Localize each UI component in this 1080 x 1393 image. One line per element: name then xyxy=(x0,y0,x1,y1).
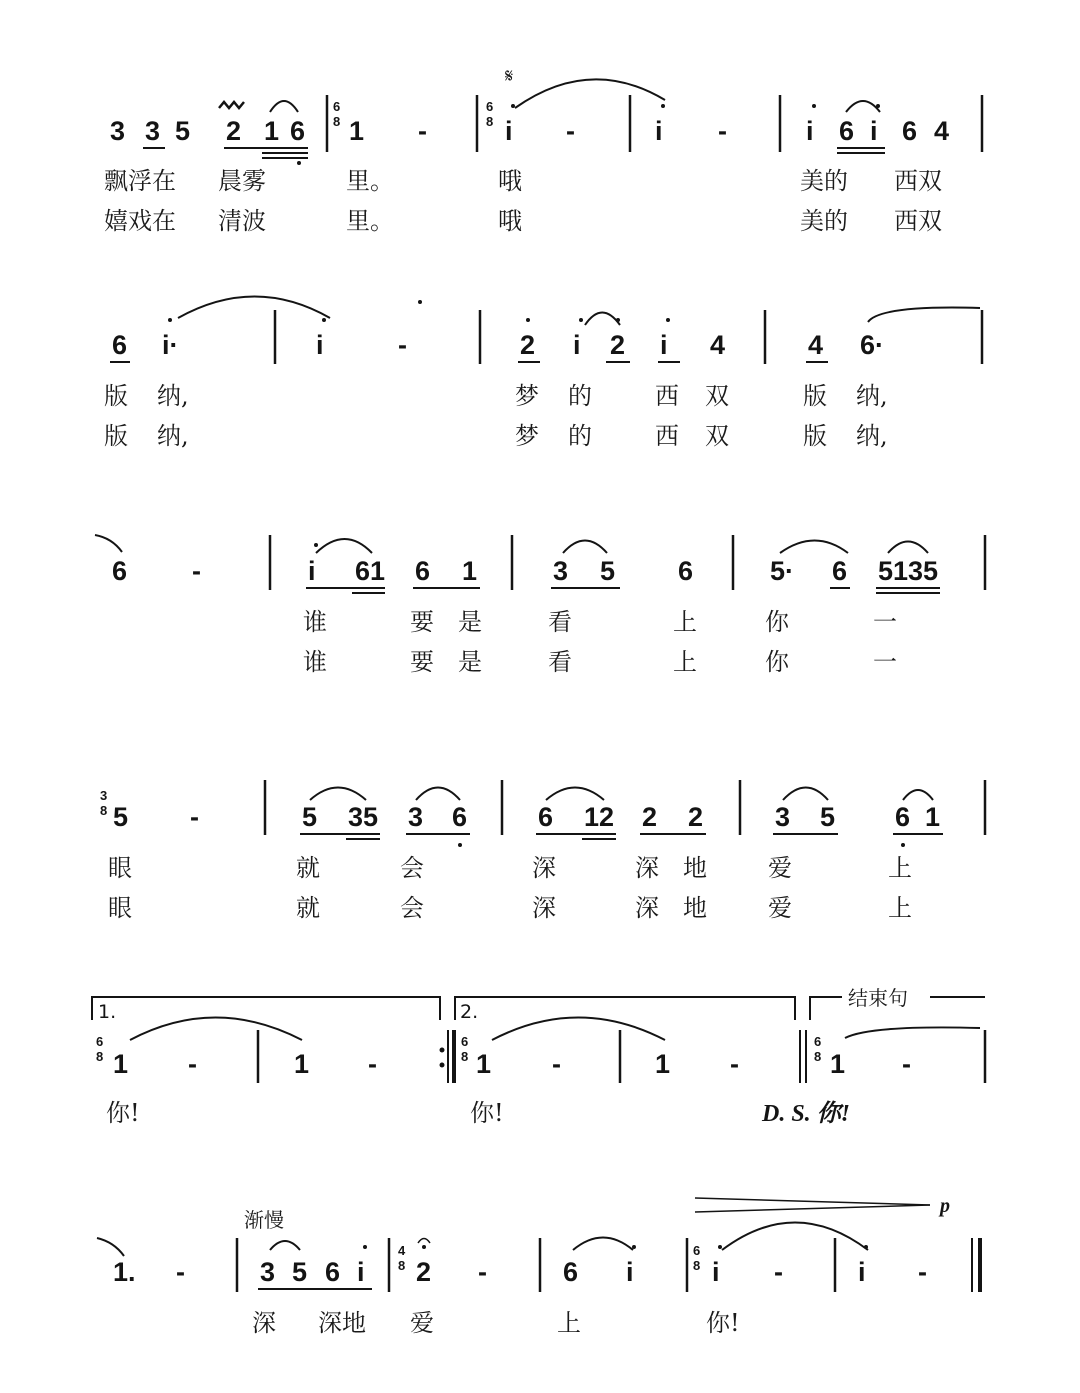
lyrics xyxy=(252,1309,740,1337)
svg-text:双: 双 xyxy=(705,422,729,450)
note: 3 xyxy=(260,1257,276,1287)
octave-dot xyxy=(297,161,301,165)
mordent-icon xyxy=(219,102,244,108)
note: - xyxy=(418,116,427,146)
slur xyxy=(783,788,828,801)
svg-text:美的: 美的 xyxy=(800,207,848,235)
svg-text:双: 双 xyxy=(705,382,729,410)
svg-text:里。: 里。 xyxy=(346,207,394,235)
slur xyxy=(563,541,607,554)
svg-text:6: 6 xyxy=(814,1034,822,1049)
svg-text:你!: 你! xyxy=(106,1099,140,1127)
slur xyxy=(515,79,665,108)
tie-start xyxy=(868,308,980,322)
svg-text:地: 地 xyxy=(683,854,707,882)
svg-text:上: 上 xyxy=(888,894,912,922)
svg-text:纳,: 纳, xyxy=(856,422,888,450)
svg-text:谁: 谁 xyxy=(303,608,327,636)
note: 6 xyxy=(112,330,128,360)
slur xyxy=(270,101,298,112)
note: 5 xyxy=(302,802,318,832)
note: i xyxy=(806,116,814,146)
note: i xyxy=(870,116,878,146)
svg-text:眼: 眼 xyxy=(108,854,132,882)
svg-text:版: 版 xyxy=(104,382,128,410)
lyrics-verse-1 xyxy=(303,608,897,636)
note: 3 xyxy=(145,116,161,146)
note: - xyxy=(774,1257,783,1287)
lyrics xyxy=(106,1099,850,1127)
svg-text:眼: 眼 xyxy=(108,894,132,922)
note: 6· xyxy=(860,330,885,360)
octave-dot xyxy=(901,843,905,847)
svg-text:地: 地 xyxy=(683,894,707,922)
time-signature-6-8 xyxy=(333,99,340,129)
svg-text:要: 要 xyxy=(410,608,434,636)
note: 12 xyxy=(584,802,615,832)
octave-dot xyxy=(579,318,583,322)
note: 6 xyxy=(832,556,848,586)
staff-row-6 xyxy=(97,1195,980,1337)
slur xyxy=(888,542,928,554)
octave-dot xyxy=(458,843,462,847)
note: i xyxy=(308,556,316,586)
note: i xyxy=(626,1257,634,1287)
svg-text:深地: 深地 xyxy=(318,1309,366,1337)
svg-text:要: 要 xyxy=(410,648,434,676)
octave-dot xyxy=(314,543,318,547)
lyrics-verse-1 xyxy=(104,167,942,195)
slur xyxy=(316,539,372,553)
svg-text:就: 就 xyxy=(296,894,320,922)
note: - xyxy=(478,1257,487,1287)
svg-text:上: 上 xyxy=(557,1309,581,1337)
svg-text:纳,: 纳, xyxy=(157,422,189,450)
note: 2 xyxy=(642,802,658,832)
note: 1 xyxy=(830,1049,846,1079)
note: i xyxy=(573,330,581,360)
slur xyxy=(416,788,460,801)
note: - xyxy=(176,1257,185,1287)
note: 35 xyxy=(348,802,379,832)
slur xyxy=(178,297,330,319)
svg-text:嬉戏在: 嬉戏在 xyxy=(104,207,176,235)
svg-text:2.: 2. xyxy=(460,1001,479,1023)
svg-text:8: 8 xyxy=(100,803,108,818)
svg-text:爱: 爱 xyxy=(768,854,792,882)
tie-end xyxy=(95,535,122,552)
note: - xyxy=(398,330,407,360)
beams xyxy=(143,148,885,158)
time-signature-6-8 xyxy=(486,99,493,129)
repeat-end-barline xyxy=(440,1030,455,1083)
note: 1 xyxy=(476,1049,492,1079)
note: - xyxy=(918,1257,927,1287)
svg-text:的: 的 xyxy=(568,382,592,410)
note: 5 xyxy=(600,556,616,586)
note: i xyxy=(357,1257,365,1287)
staff-row-1 xyxy=(104,65,982,235)
lyrics-verse-2 xyxy=(108,894,912,922)
note: 6 xyxy=(452,802,468,832)
svg-text:哦: 哦 xyxy=(498,167,522,195)
note: - xyxy=(552,1049,561,1079)
svg-text:梦: 梦 xyxy=(515,382,539,410)
note: i xyxy=(316,330,324,360)
note: 6 xyxy=(112,556,128,586)
note: 1 xyxy=(113,1049,129,1079)
beams xyxy=(306,588,940,593)
slur xyxy=(585,313,620,326)
da-segno-lyric: D. S. 你! xyxy=(762,1101,851,1127)
octave-dot xyxy=(661,104,665,108)
note: 1 xyxy=(655,1049,671,1079)
svg-text:版: 版 xyxy=(803,382,827,410)
note: 5 xyxy=(820,802,836,832)
dynamic-marking: p xyxy=(940,1195,950,1217)
octave-dot xyxy=(666,318,670,322)
tie-end xyxy=(97,1238,124,1256)
svg-text:是: 是 xyxy=(458,648,482,676)
note: 6 xyxy=(563,1257,579,1287)
final-barline xyxy=(972,1238,980,1292)
note: 61 xyxy=(355,556,386,586)
svg-text:会: 会 xyxy=(400,854,424,882)
note: 1 xyxy=(462,556,478,586)
time-signature-6-8 xyxy=(693,1243,700,1273)
svg-text:3: 3 xyxy=(100,788,108,803)
time-signature-3-8 xyxy=(100,788,107,818)
note: 2 xyxy=(610,330,626,360)
time-signature-6-8 xyxy=(461,1034,468,1064)
note: 5 xyxy=(292,1257,308,1287)
note: i xyxy=(712,1257,720,1287)
note: 2 xyxy=(416,1257,432,1287)
slur xyxy=(130,1018,302,1041)
staff-row-2 xyxy=(104,297,982,451)
note: - xyxy=(190,802,199,832)
svg-text:谁: 谁 xyxy=(303,648,327,676)
lyrics-verse-2 xyxy=(303,648,897,676)
slur xyxy=(492,1018,665,1041)
svg-text:4: 4 xyxy=(398,1243,406,1258)
svg-text:8: 8 xyxy=(461,1049,469,1064)
svg-text:看: 看 xyxy=(548,608,572,636)
note: 5 xyxy=(113,802,129,832)
note: i xyxy=(858,1257,866,1287)
svg-text:就: 就 xyxy=(296,854,320,882)
slur xyxy=(310,788,366,801)
svg-text:看: 看 xyxy=(548,648,572,676)
note: 6 xyxy=(678,556,694,586)
note: - xyxy=(718,116,727,146)
note: 6 xyxy=(325,1257,341,1287)
svg-text:哦: 哦 xyxy=(498,207,522,235)
svg-text:版: 版 xyxy=(104,422,128,450)
note: - xyxy=(730,1049,739,1079)
note: - xyxy=(192,556,201,586)
note: 5· xyxy=(770,556,795,586)
note: 6 xyxy=(290,116,306,146)
note: 5135 xyxy=(878,556,939,586)
tempo-marking: 渐慢 xyxy=(244,1208,284,1232)
octave-dot xyxy=(511,104,515,108)
slur xyxy=(573,1238,633,1251)
svg-text:6: 6 xyxy=(486,99,494,114)
octave-dot xyxy=(812,104,816,108)
note: 3 xyxy=(408,802,424,832)
volta-2 xyxy=(455,997,795,1023)
note: 5 xyxy=(175,116,191,146)
svg-text:6: 6 xyxy=(693,1243,701,1258)
beams xyxy=(300,834,943,839)
svg-text:8: 8 xyxy=(486,114,494,129)
note: - xyxy=(566,116,575,146)
svg-text:上: 上 xyxy=(673,648,697,676)
svg-text:深: 深 xyxy=(635,894,659,922)
svg-text:清波: 清波 xyxy=(218,207,266,235)
note: 1 xyxy=(294,1049,310,1079)
svg-text:梦: 梦 xyxy=(515,422,539,450)
slur xyxy=(846,101,880,112)
note: i xyxy=(505,116,513,146)
svg-text:一: 一 xyxy=(873,648,897,676)
note: 1 xyxy=(925,802,941,832)
svg-text:纳,: 纳, xyxy=(157,382,189,410)
svg-text:西双: 西双 xyxy=(894,207,942,235)
svg-text:8: 8 xyxy=(814,1049,822,1064)
note: 3 xyxy=(553,556,569,586)
tie-start xyxy=(845,1027,980,1038)
volta-1 xyxy=(92,997,440,1023)
svg-text:上: 上 xyxy=(673,608,697,636)
svg-text:西: 西 xyxy=(655,422,679,450)
double-barline xyxy=(800,1030,806,1083)
svg-text:里。: 里。 xyxy=(346,167,394,195)
svg-text:西: 西 xyxy=(655,382,679,410)
note: - xyxy=(902,1049,911,1079)
svg-text:8: 8 xyxy=(333,114,341,129)
slur xyxy=(903,790,933,800)
note: i xyxy=(655,116,663,146)
svg-text:6: 6 xyxy=(333,99,341,114)
note: 2 xyxy=(688,802,704,832)
svg-text:深: 深 xyxy=(252,1309,276,1337)
svg-text:会: 会 xyxy=(400,894,424,922)
lyrics-verse-2 xyxy=(104,207,942,235)
svg-text:8: 8 xyxy=(398,1258,406,1273)
octave-dot xyxy=(422,1245,426,1249)
slur xyxy=(722,1223,868,1251)
octave-dot xyxy=(418,300,422,304)
svg-text:上: 上 xyxy=(888,854,912,882)
note: i xyxy=(660,330,668,360)
svg-text:你!: 你! xyxy=(706,1309,740,1337)
staff-row-3 xyxy=(95,535,985,676)
svg-text:1.: 1. xyxy=(98,1001,117,1023)
octave-dot xyxy=(526,318,530,322)
svg-text:深: 深 xyxy=(635,854,659,882)
svg-text:6: 6 xyxy=(96,1034,104,1049)
svg-text:一: 一 xyxy=(873,608,897,636)
note: 2 xyxy=(226,116,242,146)
time-signature-6-8 xyxy=(814,1034,821,1064)
svg-text:晨雾: 晨雾 xyxy=(218,167,266,195)
svg-text:深: 深 xyxy=(532,854,556,882)
note: 1 xyxy=(264,116,280,146)
note: 6 xyxy=(538,802,554,832)
note: - xyxy=(368,1049,377,1079)
ending-bracket xyxy=(810,986,985,1020)
svg-text:美的: 美的 xyxy=(800,167,848,195)
ending-label: 结束句 xyxy=(848,986,908,1010)
note: 6 xyxy=(895,802,911,832)
svg-text:8: 8 xyxy=(693,1258,701,1273)
svg-text:8: 8 xyxy=(96,1049,104,1064)
octave-dot xyxy=(363,1245,367,1249)
slur xyxy=(270,1241,300,1250)
note: 6 xyxy=(839,116,855,146)
note: 4 xyxy=(808,330,824,360)
note: 4 xyxy=(934,116,950,146)
note: 2 xyxy=(520,330,536,360)
note: i· xyxy=(162,330,179,360)
lyrics-verse-1 xyxy=(104,382,888,410)
crescendo-hairpin xyxy=(695,1198,930,1212)
note: 4 xyxy=(710,330,726,360)
slur xyxy=(780,541,848,554)
note: 1 xyxy=(349,116,365,146)
staff-row-5 xyxy=(92,986,985,1127)
svg-text:版: 版 xyxy=(803,422,827,450)
note: 3 xyxy=(775,802,791,832)
lyrics-verse-2 xyxy=(104,422,888,450)
note: 1. xyxy=(113,1257,136,1287)
svg-text:飘浮在: 飘浮在 xyxy=(104,167,176,195)
note: 3 xyxy=(110,116,126,146)
octave-dot xyxy=(322,318,326,322)
note: - xyxy=(188,1049,197,1079)
time-signature-4-8 xyxy=(398,1243,406,1273)
slur xyxy=(546,788,604,801)
note: 6 xyxy=(415,556,431,586)
lyrics-verse-1 xyxy=(108,854,912,882)
svg-text:你!: 你! xyxy=(470,1099,504,1127)
svg-text:西双: 西双 xyxy=(894,167,942,195)
fermata-icon xyxy=(418,1239,430,1244)
svg-text:纳,: 纳, xyxy=(856,382,888,410)
note: 6 xyxy=(902,116,918,146)
time-signature-6-8 xyxy=(96,1034,103,1064)
svg-text:爱: 爱 xyxy=(768,894,792,922)
svg-text:你: 你 xyxy=(765,648,789,676)
svg-text:你: 你 xyxy=(765,608,789,636)
svg-text:的: 的 xyxy=(568,422,592,450)
svg-text:是: 是 xyxy=(458,608,482,636)
segno-icon: 𝄋 xyxy=(505,65,514,87)
svg-text:深: 深 xyxy=(532,894,556,922)
svg-text:6: 6 xyxy=(461,1034,469,1049)
staff-row-4 xyxy=(100,780,985,922)
svg-text:爱: 爱 xyxy=(410,1309,434,1337)
octave-dot xyxy=(168,318,172,322)
octave-dot xyxy=(718,1245,722,1249)
